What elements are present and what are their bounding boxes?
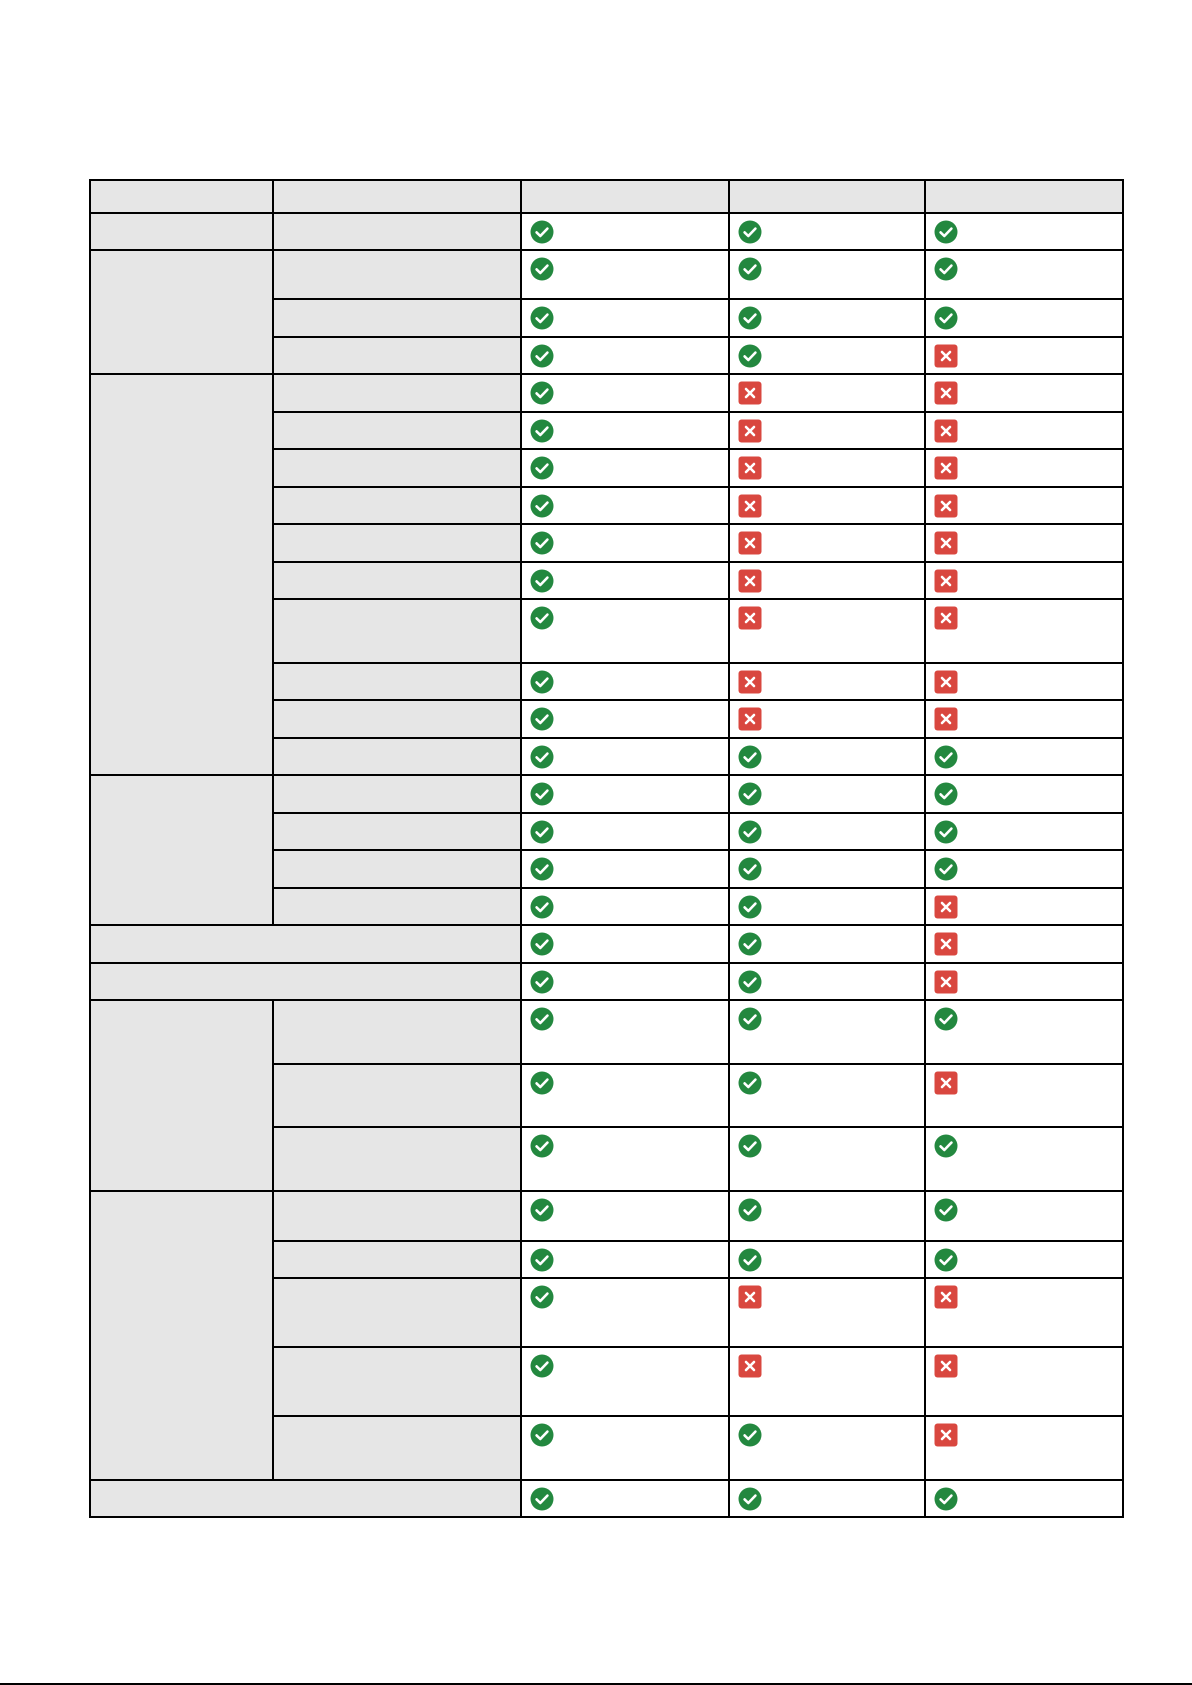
support-cell — [729, 1000, 925, 1064]
feature-label-cell — [273, 813, 521, 850]
check-circle-icon — [738, 970, 762, 994]
support-cell — [729, 813, 925, 850]
cross-square-icon — [738, 670, 762, 694]
cross-square-icon — [738, 1354, 762, 1378]
support-cell — [521, 1191, 729, 1241]
cross-square-icon — [738, 1285, 762, 1309]
check-circle-icon — [530, 1007, 554, 1031]
feature-label-cell — [273, 888, 521, 925]
support-cell — [925, 700, 1123, 738]
support-cell — [925, 599, 1123, 663]
cross-square-icon — [934, 494, 958, 518]
support-cell — [729, 1241, 925, 1278]
support-cell — [729, 963, 925, 1000]
support-cell — [925, 738, 1123, 775]
feature-label-cell — [273, 213, 521, 250]
check-circle-icon — [530, 745, 554, 769]
cross-square-icon — [934, 1354, 958, 1378]
check-circle-icon — [738, 1071, 762, 1095]
support-cell — [729, 1480, 925, 1517]
check-circle-icon — [738, 745, 762, 769]
support-cell — [925, 663, 1123, 700]
check-circle-icon — [738, 857, 762, 881]
feature-label-cell — [273, 250, 521, 299]
comparison-table — [89, 179, 1124, 1518]
check-circle-icon — [934, 1134, 958, 1158]
table-row — [90, 374, 1123, 412]
check-circle-icon — [530, 782, 554, 806]
feature-label-cell — [273, 738, 521, 775]
cross-square-icon — [934, 1071, 958, 1095]
support-cell — [729, 412, 925, 449]
check-circle-icon — [738, 782, 762, 806]
check-circle-icon — [530, 1423, 554, 1447]
check-circle-icon — [530, 344, 554, 368]
cross-square-icon — [934, 970, 958, 994]
feature-label-cell — [273, 1127, 521, 1191]
header-row — [90, 180, 1123, 213]
check-circle-icon — [530, 1198, 554, 1222]
support-cell — [729, 700, 925, 738]
check-circle-icon — [530, 1354, 554, 1378]
check-circle-icon — [738, 344, 762, 368]
support-cell — [521, 599, 729, 663]
cross-square-icon — [738, 419, 762, 443]
support-cell — [521, 888, 729, 925]
support-cell — [729, 850, 925, 888]
feature-label-cell — [273, 412, 521, 449]
support-cell — [925, 1000, 1123, 1064]
check-circle-icon — [530, 220, 554, 244]
check-circle-icon — [738, 895, 762, 919]
feature-label-cell — [273, 775, 521, 813]
cross-square-icon — [934, 531, 958, 555]
support-cell — [521, 1347, 729, 1416]
check-circle-icon — [530, 306, 554, 330]
support-cell — [925, 963, 1123, 1000]
header-cell — [90, 180, 273, 213]
support-cell — [729, 562, 925, 599]
feature-label-cell — [273, 599, 521, 663]
check-circle-icon — [934, 257, 958, 281]
support-cell — [521, 775, 729, 813]
check-circle-icon — [934, 857, 958, 881]
check-circle-icon — [738, 820, 762, 844]
cross-square-icon — [934, 606, 958, 630]
support-cell — [521, 337, 729, 374]
feature-label-cell — [273, 1000, 521, 1064]
support-cell — [925, 1064, 1123, 1127]
support-cell — [521, 487, 729, 524]
table-row — [90, 925, 1123, 963]
row-label-cell — [90, 963, 521, 1000]
support-cell — [521, 250, 729, 299]
check-circle-icon — [530, 569, 554, 593]
cross-square-icon — [738, 494, 762, 518]
table-row — [90, 1480, 1123, 1517]
check-circle-icon — [934, 820, 958, 844]
check-circle-icon — [530, 1487, 554, 1511]
support-cell — [521, 524, 729, 562]
row-label-cell — [90, 1480, 521, 1517]
feature-label-cell — [273, 1191, 521, 1241]
support-cell — [521, 1127, 729, 1191]
check-circle-icon — [530, 857, 554, 881]
support-cell — [729, 738, 925, 775]
check-circle-icon — [934, 745, 958, 769]
support-cell — [521, 1278, 729, 1347]
check-circle-icon — [934, 782, 958, 806]
group-label-cell — [90, 250, 273, 374]
support-cell — [521, 813, 729, 850]
feature-label-cell — [273, 850, 521, 888]
cross-square-icon — [934, 344, 958, 368]
header-cell — [925, 180, 1123, 213]
check-circle-icon — [530, 456, 554, 480]
support-cell — [729, 487, 925, 524]
check-circle-icon — [530, 895, 554, 919]
cross-square-icon — [934, 670, 958, 694]
check-circle-icon — [738, 306, 762, 330]
cross-square-icon — [934, 1423, 958, 1447]
support-cell — [729, 599, 925, 663]
check-circle-icon — [530, 1248, 554, 1272]
group-label-cell — [90, 374, 273, 775]
check-circle-icon — [738, 932, 762, 956]
feature-label-cell — [273, 1416, 521, 1480]
header-cell — [273, 180, 521, 213]
cross-square-icon — [738, 456, 762, 480]
support-cell — [521, 1416, 729, 1480]
support-cell — [925, 813, 1123, 850]
check-circle-icon — [530, 1071, 554, 1095]
support-cell — [925, 487, 1123, 524]
cross-square-icon — [934, 895, 958, 919]
support-cell — [521, 963, 729, 1000]
table-row — [90, 1000, 1123, 1064]
table-row — [90, 963, 1123, 1000]
header-cell — [729, 180, 925, 213]
support-cell — [521, 1064, 729, 1127]
support-cell — [925, 1278, 1123, 1347]
support-cell — [925, 775, 1123, 813]
check-circle-icon — [530, 1134, 554, 1158]
support-cell — [521, 374, 729, 412]
feature-label-cell — [273, 663, 521, 700]
check-circle-icon — [934, 1248, 958, 1272]
support-cell — [521, 449, 729, 487]
support-cell — [729, 524, 925, 562]
support-cell — [521, 700, 729, 738]
check-circle-icon — [738, 1198, 762, 1222]
group-label-cell — [90, 775, 273, 925]
check-circle-icon — [530, 419, 554, 443]
support-cell — [521, 299, 729, 337]
support-cell — [925, 250, 1123, 299]
cross-square-icon — [738, 381, 762, 405]
support-cell — [729, 663, 925, 700]
support-cell — [925, 1416, 1123, 1480]
feature-label-cell — [273, 299, 521, 337]
support-cell — [729, 250, 925, 299]
support-cell — [729, 299, 925, 337]
check-circle-icon — [530, 707, 554, 731]
feature-label-cell — [273, 449, 521, 487]
check-circle-icon — [934, 1007, 958, 1031]
support-cell — [521, 1480, 729, 1517]
check-circle-icon — [530, 257, 554, 281]
feature-label-cell — [273, 374, 521, 412]
support-cell — [521, 738, 729, 775]
support-cell — [521, 850, 729, 888]
support-cell — [521, 412, 729, 449]
support-cell — [925, 524, 1123, 562]
check-circle-icon — [738, 1007, 762, 1031]
cross-square-icon — [934, 456, 958, 480]
feature-label-cell — [273, 1064, 521, 1127]
cross-square-icon — [738, 569, 762, 593]
support-cell — [925, 299, 1123, 337]
check-circle-icon — [738, 257, 762, 281]
check-circle-icon — [934, 1487, 958, 1511]
group-label-cell — [90, 1000, 273, 1191]
feature-label-cell — [273, 337, 521, 374]
check-circle-icon — [738, 1134, 762, 1158]
support-cell — [521, 1000, 729, 1064]
check-circle-icon — [934, 220, 958, 244]
support-cell — [729, 1064, 925, 1127]
support-cell — [925, 374, 1123, 412]
header-cell — [521, 180, 729, 213]
feature-label-cell — [273, 524, 521, 562]
check-circle-icon — [530, 970, 554, 994]
feature-label-cell — [273, 1241, 521, 1278]
check-circle-icon — [530, 606, 554, 630]
support-cell — [925, 925, 1123, 963]
support-cell — [729, 213, 925, 250]
row-label-cell — [90, 925, 521, 963]
support-cell — [925, 449, 1123, 487]
check-circle-icon — [530, 670, 554, 694]
check-circle-icon — [738, 1487, 762, 1511]
support-cell — [729, 1127, 925, 1191]
support-cell — [925, 850, 1123, 888]
group-label-cell — [90, 1191, 273, 1480]
cross-square-icon — [738, 606, 762, 630]
support-cell — [521, 1241, 729, 1278]
feature-label-cell — [273, 1347, 521, 1416]
feature-label-cell — [273, 487, 521, 524]
support-cell — [729, 1416, 925, 1480]
support-cell — [925, 1241, 1123, 1278]
cross-square-icon — [934, 707, 958, 731]
support-cell — [925, 412, 1123, 449]
cross-square-icon — [738, 707, 762, 731]
check-circle-icon — [530, 381, 554, 405]
support-cell — [925, 213, 1123, 250]
check-circle-icon — [738, 1423, 762, 1447]
group-label-cell — [90, 213, 273, 250]
cross-square-icon — [934, 381, 958, 405]
check-circle-icon — [738, 220, 762, 244]
support-cell — [729, 888, 925, 925]
support-cell — [925, 1347, 1123, 1416]
support-cell — [729, 1191, 925, 1241]
table-row — [90, 213, 1123, 250]
cross-square-icon — [738, 531, 762, 555]
check-circle-icon — [934, 1198, 958, 1222]
feature-label-cell — [273, 562, 521, 599]
support-cell — [925, 1191, 1123, 1241]
support-cell — [925, 888, 1123, 925]
table-row — [90, 775, 1123, 813]
check-circle-icon — [738, 1248, 762, 1272]
support-cell — [729, 925, 925, 963]
support-cell — [521, 663, 729, 700]
check-circle-icon — [530, 531, 554, 555]
check-circle-icon — [530, 932, 554, 956]
support-cell — [729, 449, 925, 487]
check-circle-icon — [934, 306, 958, 330]
support-cell — [729, 337, 925, 374]
feature-label-cell — [273, 700, 521, 738]
support-cell — [729, 775, 925, 813]
support-cell — [925, 337, 1123, 374]
support-cell — [729, 1347, 925, 1416]
support-cell — [925, 1480, 1123, 1517]
support-cell — [521, 213, 729, 250]
support-cell — [925, 562, 1123, 599]
support-cell — [521, 562, 729, 599]
support-cell — [925, 1127, 1123, 1191]
check-circle-icon — [530, 1285, 554, 1309]
check-circle-icon — [530, 820, 554, 844]
table-row — [90, 1191, 1123, 1241]
cross-square-icon — [934, 419, 958, 443]
cross-square-icon — [934, 932, 958, 956]
cross-square-icon — [934, 1285, 958, 1309]
support-cell — [729, 1278, 925, 1347]
check-circle-icon — [530, 494, 554, 518]
support-cell — [521, 925, 729, 963]
feature-label-cell — [273, 1278, 521, 1347]
table-row — [90, 250, 1123, 299]
cross-square-icon — [934, 569, 958, 593]
support-cell — [729, 374, 925, 412]
